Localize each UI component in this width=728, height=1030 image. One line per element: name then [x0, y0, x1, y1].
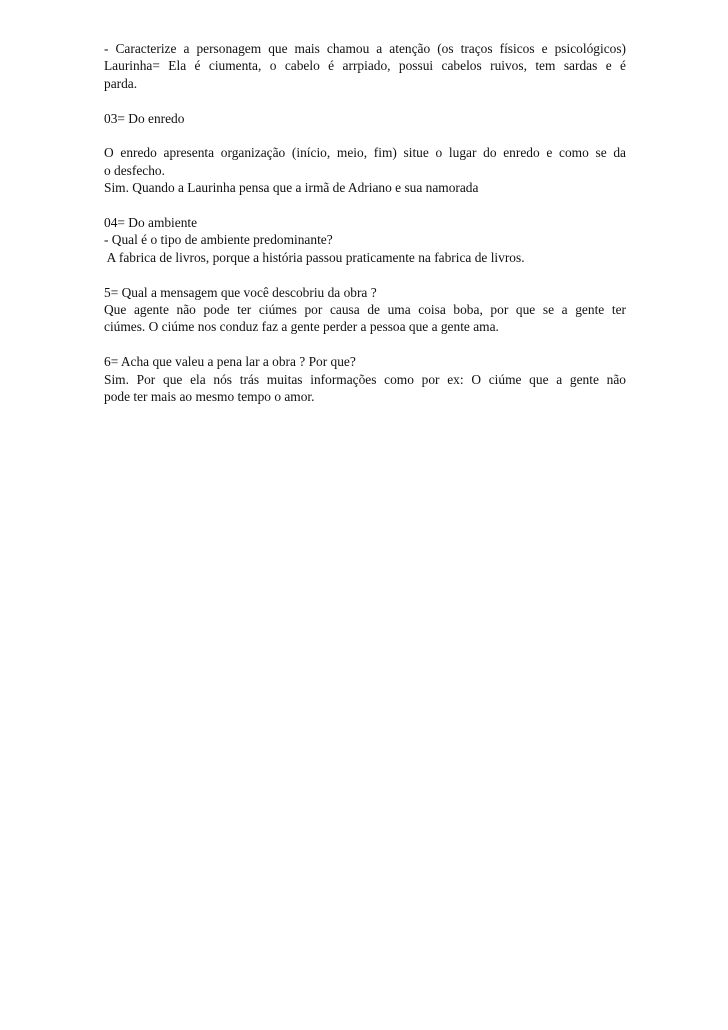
character-answer-line-1: Laurinha= Ela é ciumenta, o cabelo é arrpiado, possui cabelos ruivos, tem sardas e é [104, 58, 626, 74]
worth-reading-answer-line-2: pode ter mais ao mesmo tempo o amor. [104, 389, 315, 405]
setting-section [104, 214, 626, 266]
message-heading: 5= Qual a mensagem que você descobriu da obra ? [104, 284, 377, 300]
plot-heading: 03= Do enredo [104, 110, 185, 126]
message-answer-line-2: ciúmes. O ciúme nos conduz faz a gente perder a pessoa que a gente ama. [104, 319, 499, 335]
setting-heading: 04= Do ambiente [104, 215, 198, 231]
worth-reading-heading: 6= Acha que valeu a pena lar a obra ? Por que? [104, 354, 356, 370]
worth-reading-answer-line-1: Sim. Por que ela nós trás muitas informações como por ex: O ciúme que a gente não [104, 371, 626, 387]
plot-heading-section [104, 110, 626, 127]
plot-question-line-1: O enredo apresenta organização (início, meio, fim) situe o lugar do enredo e como se da [104, 145, 626, 161]
character-question: - Caracterize a personagem que mais chamou a atenção (os traços físicos e psicológicos) [104, 41, 626, 56]
setting-answer: A fabrica de livros, porque a história passou praticamente na fabrica de livros. [104, 249, 525, 265]
setting-question: - Qual é o tipo de ambiente predominante? [104, 232, 333, 248]
character-answer-line-2: parda. [104, 75, 138, 91]
plot-answer: Sim. Quando a Laurinha pensa que a irmã de Adriano e sua namorada [104, 180, 479, 196]
plot-section [104, 144, 626, 196]
message-answer-line-1: Que agente não pode ter ciúmes por causa de uma coisa boba, por que se a gente ter [104, 302, 626, 318]
message-section [104, 284, 626, 336]
character-section [104, 40, 626, 92]
document-page [104, 40, 626, 423]
worth-reading-section [104, 353, 626, 405]
plot-question-line-2: o desfecho. [104, 162, 165, 178]
